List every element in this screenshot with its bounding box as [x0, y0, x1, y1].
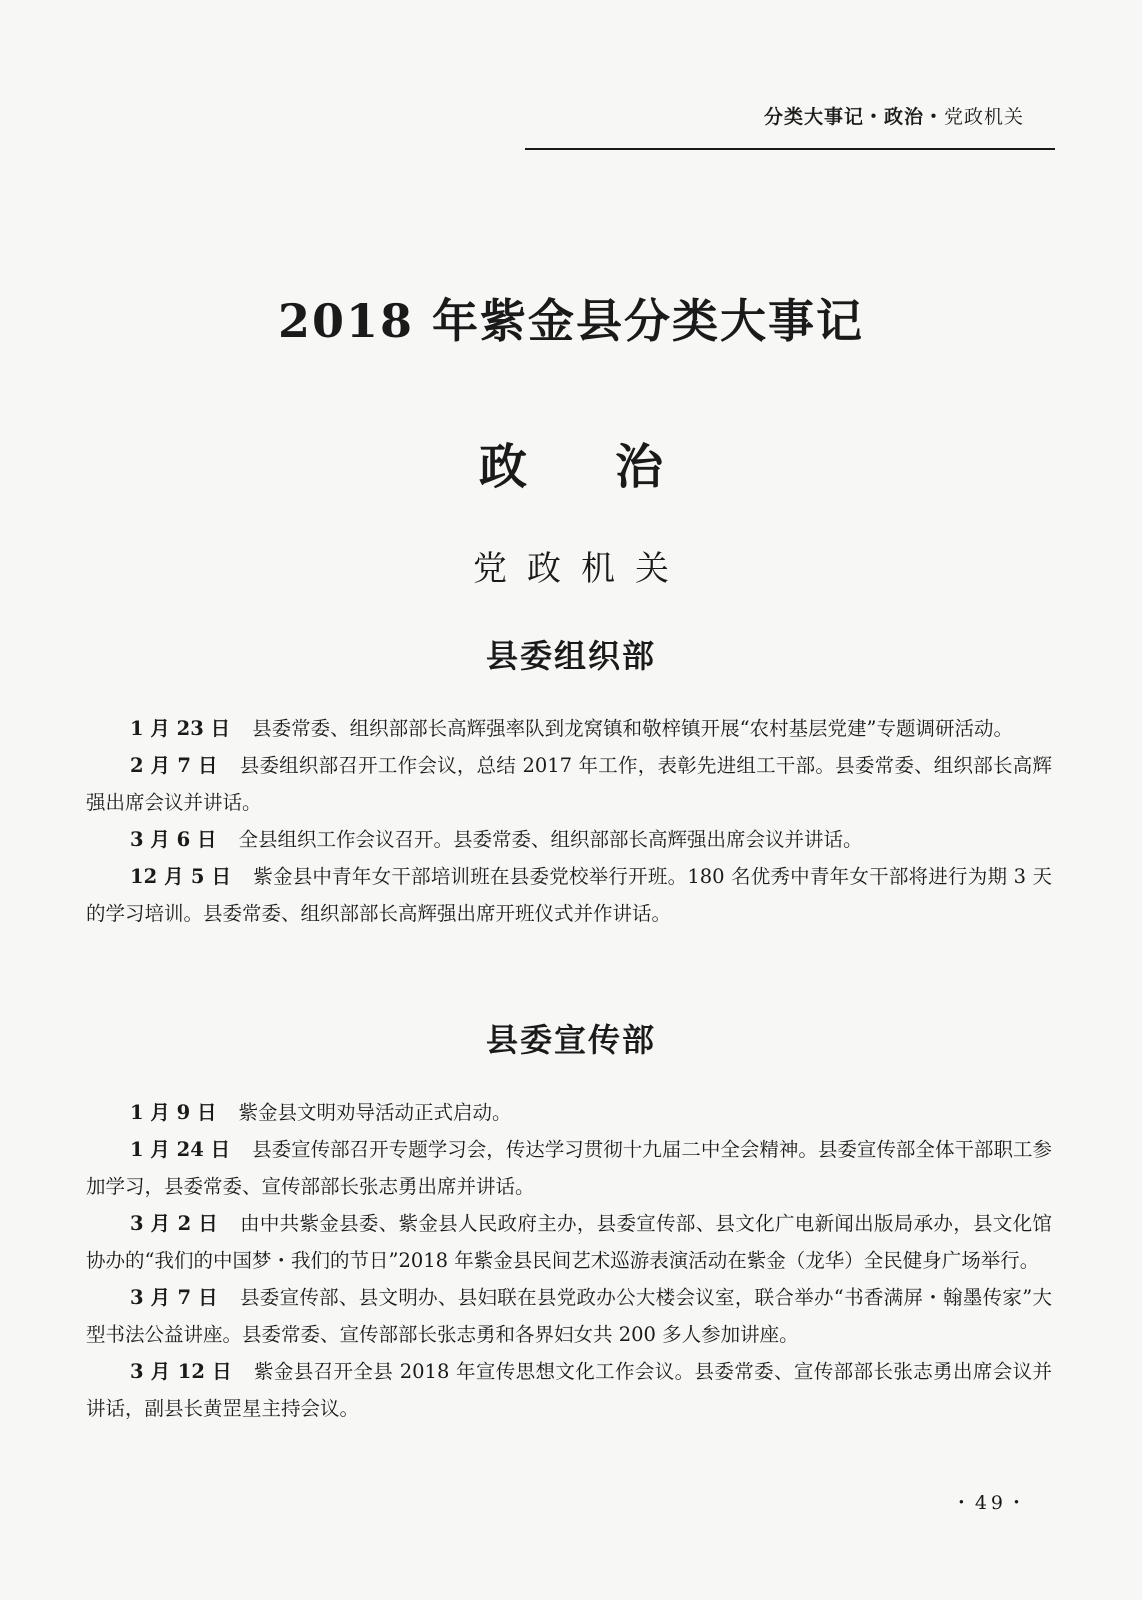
entry [86, 1094, 1052, 1131]
entry [86, 747, 1052, 821]
entry [86, 1131, 1052, 1205]
entry-text: 县委组织部召开工作会议，总结 2017 年工作，表彰先进组工干部。县委常委、组织部长高辉强出席会议并讲话。 [86, 754, 1052, 814]
running-header-sub: 党政机关 [943, 106, 1024, 128]
entry-date: 3 月 12 日 [130, 1360, 232, 1383]
entry-text: 紫金县文明劝导活动正式启动。 [238, 1101, 512, 1124]
entry [86, 858, 1052, 932]
entry [86, 821, 1052, 858]
header-rule [525, 148, 1055, 150]
entry-date: 2 月 7 日 [130, 754, 218, 777]
entry-text: 全县组织工作会议召开。县委常委、组织部部长高辉强出席会议并讲话。 [238, 828, 863, 851]
entry-text: 紫金县中青年女干部培训班在县委党校举行开班。180 名优秀中青年女干部将进行为期 3 天的学习培训。县委常委、组织部部长高辉强出席开班仪式并作讲话。 [86, 865, 1052, 925]
entry-date: 1 月 24 日 [130, 1138, 231, 1161]
entry-date: 1 月 23 日 [130, 717, 231, 740]
entry-text: 县委宣传部、县文明办、县妇联在县党政办公大楼会议室，联合举办“书香满屏・翰墨传家”大型书法公益讲座。县委常委、宣传部部长张志勇和各界妇女共 200 多人参加讲座。 [86, 1286, 1052, 1346]
entry-date: 12 月 5 日 [130, 865, 232, 888]
entry-date: 3 月 2 日 [130, 1212, 219, 1235]
entry [86, 1279, 1052, 1353]
entry [86, 710, 1052, 747]
entry [86, 1205, 1052, 1279]
document-title: 2018 年紫金县分类大事记 [277, 294, 865, 348]
entry-date: 1 月 9 日 [130, 1101, 217, 1124]
section-title-publicity: 县委宣传部 [485, 1021, 656, 1059]
section-entries-organization [86, 710, 1052, 932]
page-number: ・49・ [951, 1492, 1030, 1514]
entry [86, 1353, 1052, 1427]
entry-date: 3 月 7 日 [130, 1286, 218, 1309]
entry-text: 县委宣传部召开专题学习会，传达学习贯彻十九届二中全会精神。县委宣传部全体干部职工参加学习，县委常委、宣传部部长张志勇出席并讲话。 [86, 1138, 1052, 1198]
part-title: 政治 [478, 439, 751, 495]
entry-text: 紫金县召开全县 2018 年宣传思想文化工作会议。县委常委、宣传部部长张志勇出席会议并讲话，副县长黄罡星主持会议。 [86, 1360, 1052, 1420]
chapter-title: 党政机关 [473, 549, 689, 589]
running-header [764, 102, 1024, 129]
section-title-organization: 县委组织部 [485, 637, 656, 675]
entry-date: 3 月 6 日 [130, 828, 217, 851]
running-header-main: 分类大事记・政治・ [763, 106, 944, 128]
entry-text: 由中共紫金县委、紫金县人民政府主办，县委宣传部、县文化广电新闻出版局承办，县文化馆协办的“我们的中国梦・我们的节日”2018 年紫金县民间艺术巡游表演活动在紫金（龙华）全民健身广场举行。 [86, 1212, 1052, 1272]
section-entries-publicity [86, 1094, 1052, 1427]
entry-text: 县委常委、组织部部长高辉强率队到龙窝镇和敬梓镇开展“农村基层党建”专题调研活动。 [252, 717, 1014, 740]
